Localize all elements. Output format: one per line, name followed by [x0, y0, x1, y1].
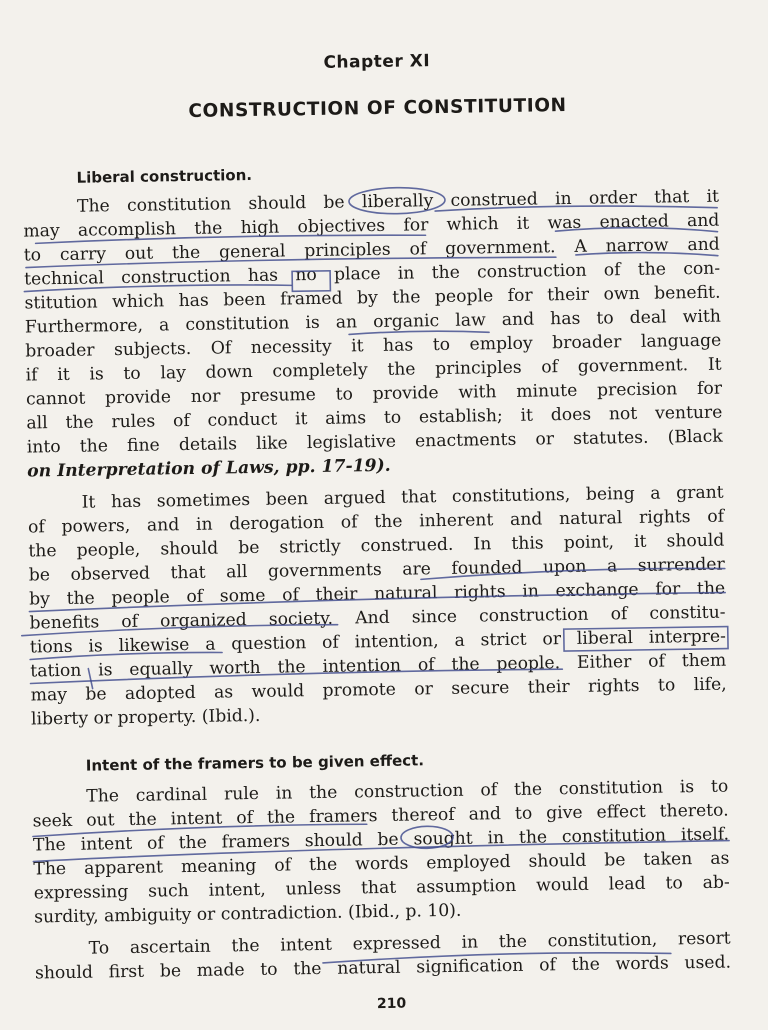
citation-line: on Interpretation of Laws, pp. 17-19). — [27, 455, 391, 482]
page-number: 210 — [376, 995, 407, 1013]
text-line: expressing such intent, unless that assumption would lead to ab- — [33, 872, 730, 904]
text-line: Furthermore, a constitution is an organic law and has to deal with — [24, 306, 722, 338]
text-line: benefits of organized society. And since construction of constitu- — [29, 602, 726, 634]
text-line: tions is likewise a question of intention, a strict or liberal interpre- — [29, 626, 727, 658]
text-line: The constitution should be liberally construed in order that it — [76, 186, 720, 217]
text-line: broader subjects. Of necessity it has to employ broader language — [25, 330, 722, 362]
text-line: to carry out the general principles of government. A narrow and — [23, 234, 720, 266]
text-line: into the fine details like legislative enactments or statutes. (Black — [26, 426, 723, 458]
text-line: To ascertain the intent expressed in the constitution, resort — [88, 928, 731, 959]
text-line: seek out the intent of the framers thereof and to give effect thereto. — [32, 800, 729, 832]
text-line: cannot provide nor presume to provide with minute precision for — [25, 378, 723, 410]
text-line: stitution which has been framed by the people for their own benefit. — [24, 282, 721, 314]
text-line: the people, should be strictly construed. In this point, it should — [28, 530, 725, 562]
paragraph-ascertain-intent — [35, 927, 732, 986]
citation-line: liberty or property. (Ibid.). — [30, 705, 261, 730]
text-line: The intent of the framers should be sought in the constitution itself. — [32, 824, 730, 856]
text-line: if it is to lay down completely the principles of government. It — [25, 354, 722, 386]
paragraph-intent-of-framers — [32, 775, 730, 930]
text-line: tation is equally worth the intention of the people. Either of them — [30, 650, 727, 682]
text-line: by the people of some of their natural rights in exchange for the — [29, 578, 726, 610]
section-heading-liberal-construction: Liberal construction. — [76, 165, 253, 187]
text-line: should first be made to the natural signification of the words used. — [34, 952, 732, 984]
text-line: The cardinal rule in the construction of the constitution is to — [86, 776, 729, 807]
citation-line: surdity, ambiguity or contradiction. (Ibid., p. 10). — [34, 900, 462, 928]
section-heading-intent-of-framers: Intent of the framers to be given effect. — [85, 751, 425, 775]
paragraph-liberal-construction — [23, 185, 723, 484]
text-line: of powers, and in derogation of the inherent and natural rights of — [27, 506, 725, 538]
text-line: The apparent meaning of the words employed should be taken as — [33, 848, 730, 880]
chapter-title: CONSTRUCTION OF CONSTITUTION — [188, 95, 567, 122]
chapter-label: Chapter XI — [323, 51, 431, 73]
paragraph-strict-construction — [28, 481, 728, 732]
text-line: be observed that all governments are founded upon a surrender — [28, 554, 725, 586]
text-line: may accomplish the high objectives for which it was enacted and — [23, 210, 720, 242]
text-line: may be adopted as would promote or secure their rights to life, — [30, 674, 727, 706]
text-line: technical construction has no place in the construction of the con- — [24, 258, 721, 290]
text-line: all the rules of conduct it aims to establish; it does not venture — [26, 402, 723, 434]
text-line: It has sometimes been argued that constitutions, being a grant — [81, 482, 724, 513]
